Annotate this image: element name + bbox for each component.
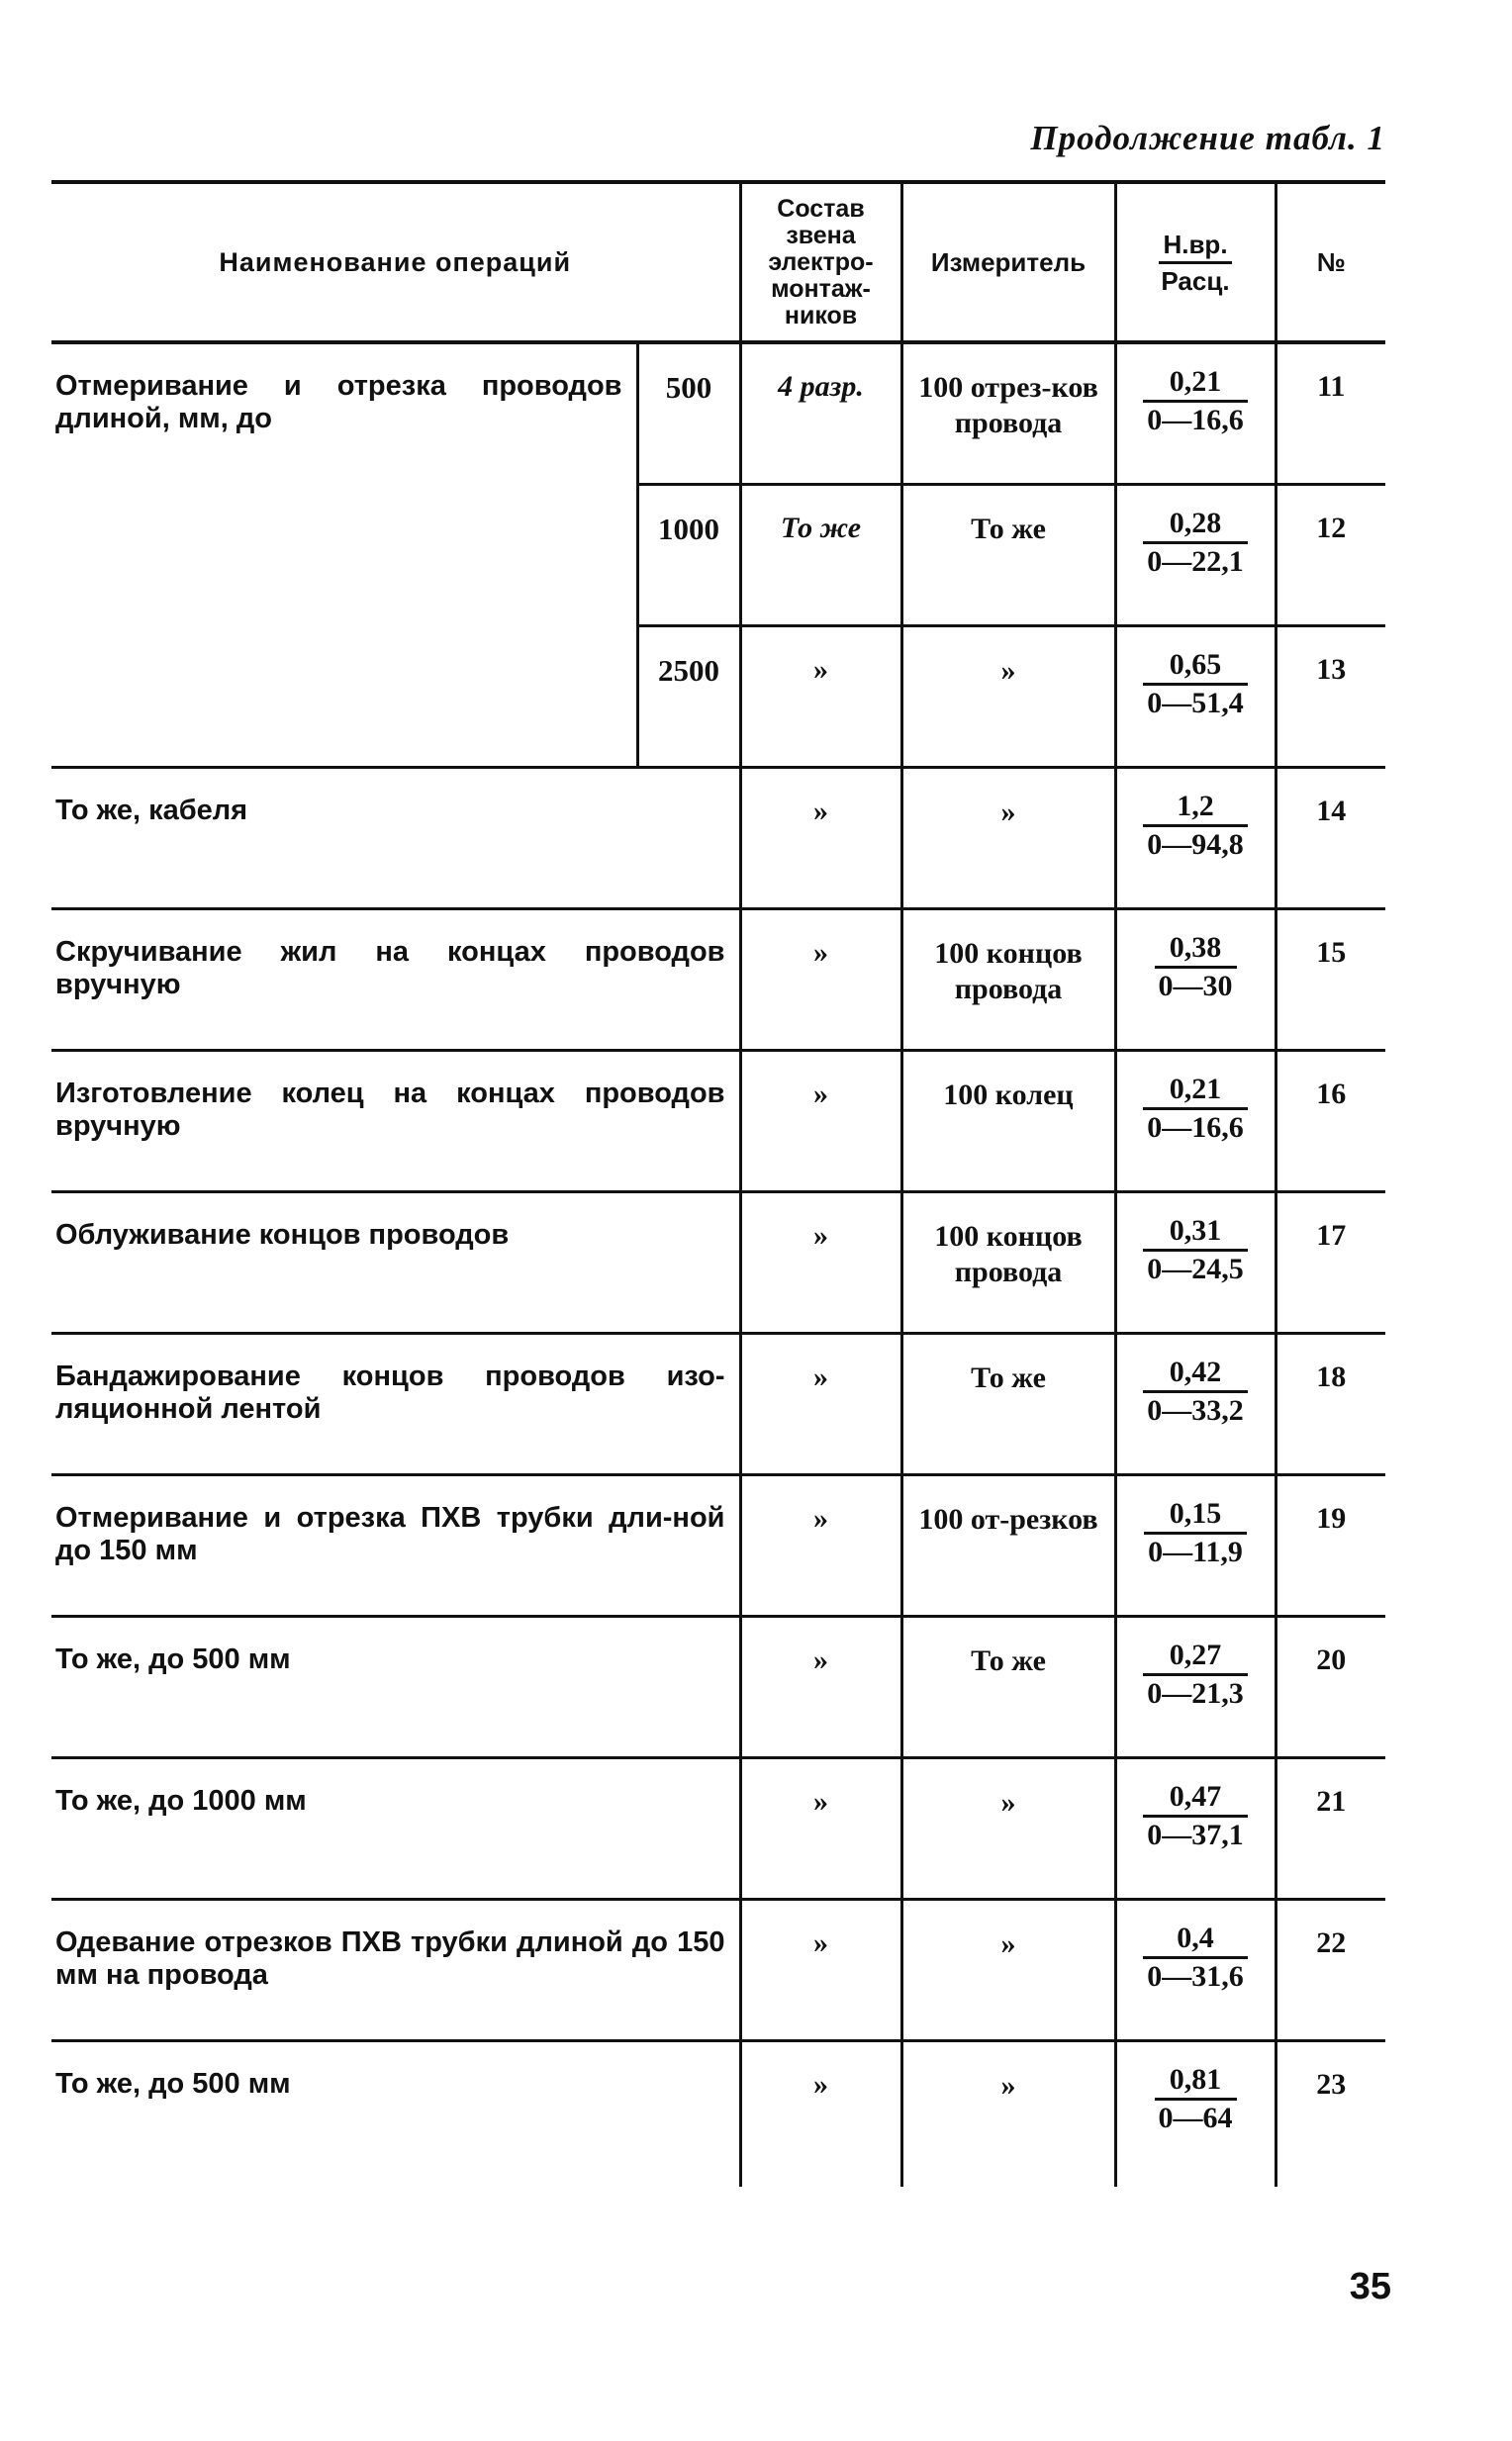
operation-cell: То же, до 1000 мм: [51, 1757, 740, 1899]
table-row: [51, 342, 1385, 484]
measure-cell: То же: [901, 1333, 1115, 1474]
table-continuation-caption: Продолжение табл. 1: [1030, 119, 1385, 157]
length-cell: 500: [637, 342, 740, 484]
number-cell: 22: [1276, 1899, 1385, 2040]
operation-cell: Бандажирование концов проводов изо-ляционной лентой: [51, 1333, 740, 1474]
measure-cell: 100 колец: [901, 1050, 1115, 1191]
crew-cell: »: [740, 1616, 901, 1757]
rate: 0—22,1: [1147, 544, 1244, 578]
header-number: №: [1276, 182, 1385, 342]
norm-time: 0,42: [1143, 1355, 1248, 1393]
number-cell: 16: [1276, 1050, 1385, 1191]
header-crew-line: звена: [786, 221, 856, 249]
table-row: [51, 1333, 1385, 1474]
norm-cell: [1115, 484, 1276, 625]
operation-cell: Отмеривание и отрезка проводов длиной, мм, до: [51, 342, 637, 767]
number-cell: 18: [1276, 1333, 1385, 1474]
crew-cell: »: [740, 2040, 901, 2187]
header-operation-name: Наименование операций: [51, 182, 740, 342]
norm-time: 1,2: [1143, 789, 1248, 827]
number-cell: 12: [1276, 484, 1385, 625]
crew-cell: »: [740, 1050, 901, 1191]
crew-cell: »: [740, 908, 901, 1050]
rate: 0—31,6: [1147, 1959, 1244, 1993]
crew-cell: То же: [740, 484, 901, 625]
number-cell: 21: [1276, 1757, 1385, 1899]
table-row: [51, 1757, 1385, 1899]
measure-cell: »: [901, 767, 1115, 908]
norms-table: [51, 180, 1385, 2187]
table-row: [51, 767, 1385, 908]
header-norm-rate: [1115, 182, 1276, 342]
header-measure: Измеритель: [901, 182, 1115, 342]
crew-cell: »: [740, 767, 901, 908]
measure-cell: 100 отрез-ков провода: [901, 342, 1115, 484]
norm-time: 0,27: [1143, 1638, 1248, 1676]
header-crew-composition: [740, 182, 901, 342]
table-row: [51, 1616, 1385, 1757]
measure-cell: »: [901, 1899, 1115, 2040]
crew-cell: »: [740, 1757, 901, 1899]
norm-cell: [1115, 342, 1276, 484]
rate: 0—33,2: [1147, 1393, 1244, 1427]
norm-time: 0,65: [1143, 647, 1248, 686]
page-number: 35: [1349, 2266, 1391, 2307]
header-norm-time: Н.вр.: [1159, 228, 1231, 264]
norms-table-wrap: [51, 180, 1385, 2187]
norm-time: 0,81: [1155, 2062, 1237, 2101]
crew-cell: »: [740, 1474, 901, 1616]
table-row: [51, 2040, 1385, 2187]
operation-cell: То же, до 500 мм: [55, 2067, 291, 2100]
crew-cell: »: [740, 625, 901, 767]
operation-cell: То же, кабеля: [51, 767, 740, 908]
crew-cell: »: [740, 1333, 901, 1474]
number-cell: 13: [1276, 625, 1385, 767]
number-cell: 23: [1276, 2040, 1385, 2187]
header-crew-line: Состав: [777, 194, 865, 223]
number-cell: 14: [1276, 767, 1385, 908]
length-cell: 1000: [637, 484, 740, 625]
norm-time: 0,31: [1143, 1213, 1248, 1252]
operation-cell: Одевание отрезков ПХВ трубки длиной до 150 мм на провода: [51, 1899, 740, 2040]
rate: 0—51,4: [1147, 686, 1244, 719]
header-crew-line: монтаж-: [771, 274, 871, 303]
number-cell: 19: [1276, 1474, 1385, 1616]
norm-time: 0,21: [1143, 364, 1248, 403]
number-cell: 20: [1276, 1616, 1385, 1757]
measure-cell: »: [901, 2040, 1115, 2187]
norm-time: 0,47: [1143, 1779, 1248, 1818]
length-cell: 2500: [637, 625, 740, 767]
crew-cell: »: [740, 1899, 901, 2040]
norm-cell: [1115, 1899, 1276, 2040]
norm-cell: [1115, 1616, 1276, 1757]
operation-cell: Облуживание концов проводов: [51, 1191, 740, 1333]
rate: 0—30: [1158, 969, 1233, 1002]
table-row: [51, 1050, 1385, 1191]
rate: 0—94,8: [1147, 827, 1244, 861]
header-crew-line: электро-: [768, 247, 874, 276]
rate: 0—37,1: [1147, 1818, 1244, 1851]
header-norm-fraction: [1159, 228, 1231, 298]
norm-cell: [1115, 1191, 1276, 1333]
header-rate: Расц.: [1161, 265, 1230, 296]
rate: 0—21,3: [1147, 1676, 1244, 1710]
operation-cell: Изготовление колец на концах проводов вручную: [51, 1050, 740, 1191]
measure-cell: »: [901, 625, 1115, 767]
norm-cell: [1115, 1474, 1276, 1616]
norm-time: 0,4: [1143, 1921, 1248, 1959]
rate: 0—16,6: [1147, 1110, 1244, 1144]
rate: 0—11,9: [1148, 1535, 1243, 1568]
table-row: [51, 1474, 1385, 1616]
measure-cell: 100 концов провода: [901, 1191, 1115, 1333]
measure-cell: То же: [901, 1616, 1115, 1757]
measure-cell: То же: [901, 484, 1115, 625]
norm-cell: [1115, 908, 1276, 1050]
number-cell: 15: [1276, 908, 1385, 1050]
norm-time: 0,38: [1155, 930, 1237, 969]
rate: 0—24,5: [1147, 1252, 1244, 1285]
header-crew-line: ников: [784, 301, 858, 329]
norm-cell: [1115, 2040, 1276, 2187]
table-row: [51, 908, 1385, 1050]
crew-cell: »: [740, 1191, 901, 1333]
rate: 0—64: [1158, 2101, 1233, 2134]
table-header-row: [51, 182, 1385, 342]
measure-cell: 100 от-резков: [901, 1474, 1115, 1616]
norm-cell: [1115, 625, 1276, 767]
norm-time: 0,21: [1143, 1072, 1248, 1110]
norm-time: 0,15: [1144, 1496, 1247, 1535]
norm-time: 0,28: [1143, 506, 1248, 544]
operation-cell: Отмеривание и отрезка ПХВ трубки дли-ной до 150 мм: [51, 1474, 740, 1616]
crew-cell: 4 разр.: [740, 342, 901, 484]
measure-cell: 100 концов провода: [901, 908, 1115, 1050]
number-cell: 11: [1276, 342, 1385, 484]
operation-cell: Скручивание жил на концах проводов вручную: [51, 908, 740, 1050]
norm-cell: [1115, 1333, 1276, 1474]
norm-cell: [1115, 1050, 1276, 1191]
operation-cell: То же, до 500 мм: [51, 1616, 740, 1757]
norm-cell: [1115, 767, 1276, 908]
table-row: [51, 1899, 1385, 2040]
rate: 0—16,6: [1147, 404, 1244, 436]
norm-cell: [1115, 1757, 1276, 1899]
table-row: [51, 1191, 1385, 1333]
number-cell: 17: [1276, 1191, 1385, 1333]
measure-cell: »: [901, 1757, 1115, 1899]
